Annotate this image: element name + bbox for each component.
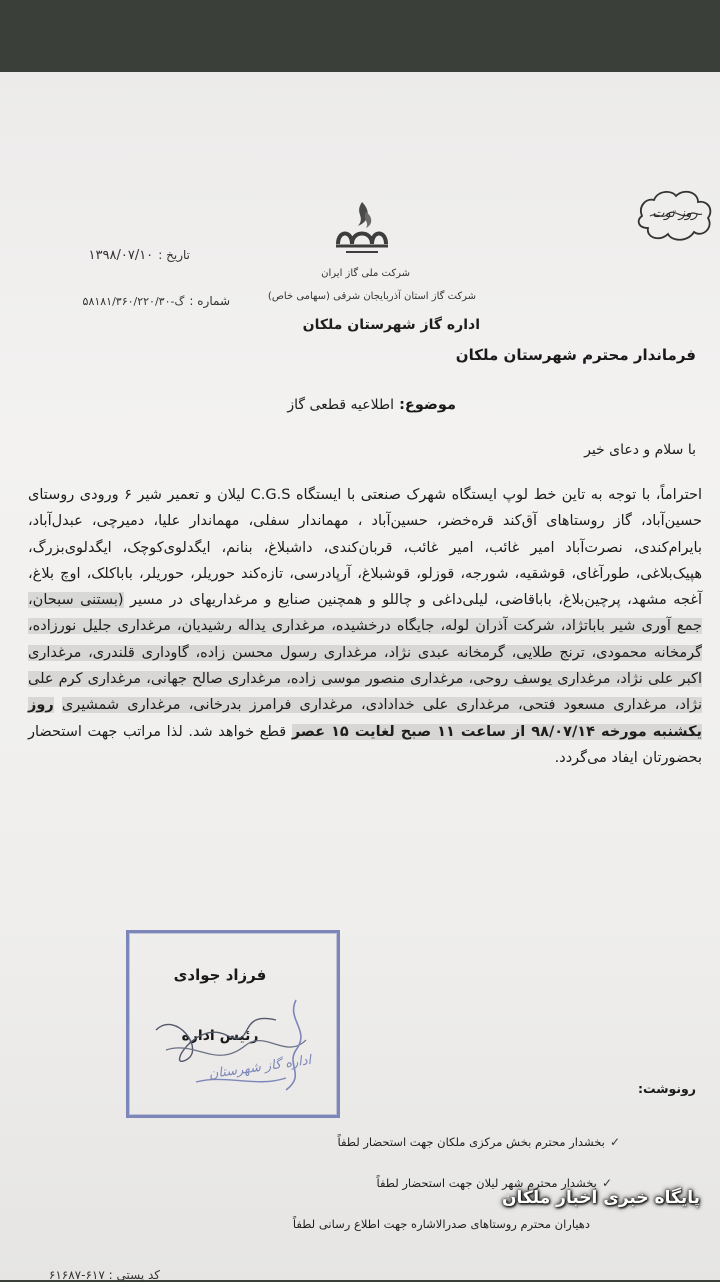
subject-label: موضوع: — [399, 397, 456, 413]
body-paragraph — [28, 482, 702, 771]
number-row — [8, 290, 230, 309]
body-highlighted-list: (بستنی سبحان، جمع آوری شیر باباتژاد، شرکت آذران لوله، جایگاه درخشیده، مرغداری یداله رشیدیان، مرغداری جلیل نورزاده، گرمخانه محمودی، ترنج طلایی، گرمخانه عبدی نژاد، مرغداری رسول محسن زاده، گاوداری قلندری، مرغداری اکبر علی نژاد، مرغداری یوسف روحی، مرغداری منصور موسی زاده، مرغداری صالح جهانی، مرغداری کرم علی نژاد، مرغداری مسعود فتحی، مرغداری علی خدادادی، مرغداری فرامرز بدرخانی، مرغداری شمشیری — [28, 592, 703, 714]
check-icon: ✓ — [609, 1135, 620, 1149]
number-value: گ-۵۸۱۸۱/۳۶۰/۲۲۰/۳۰ — [82, 295, 185, 308]
company-province: شرکت گاز استان آذربایجان شرقی (سهامی خاص) — [267, 291, 477, 302]
stamp-text: اداره گاز شهرستان — [207, 1052, 313, 1083]
date-row — [70, 244, 190, 263]
date-label: تاریخ : — [158, 248, 190, 262]
news-site-watermark: پایگاه خبری اخبار ملکان — [502, 1188, 700, 1208]
greeting: با سلام و دعای خیر — [584, 442, 696, 458]
number-label: شماره : — [189, 294, 230, 308]
cc-item — [240, 1131, 620, 1150]
nigc-logo — [328, 200, 396, 262]
cc-label: رونوشت: — [637, 1081, 696, 1096]
body-closing: قطع خواهد شد. لذا مراتب جهت استحضار بحضورتان ایفاد می‌گردد. — [28, 723, 702, 766]
subject-line — [200, 394, 456, 413]
handwritten-signature — [136, 990, 326, 1100]
subject-value: اطلاعیه قطعی گاز — [287, 397, 395, 413]
postal-label: کد پستی : — [108, 1268, 160, 1282]
check-icon: ✓ — [601, 1176, 612, 1190]
cc-item-text: بخشدار محترم بخش مرکزی ملکان جهت استحضار لطفاً — [337, 1135, 605, 1149]
office-name: اداره گاز شهرستان ملکان — [302, 317, 480, 333]
letter-body — [28, 482, 702, 771]
body-intro: احتراماً، با توجه به تاین خط لوپ ایستگاه شهرک صنعتی با ایستگاه C.G.S لیلان و تعمیر شیر ۶ ورودی روستای حسین‌آباد، گاز روستاهای آق‌کند قره‌خضر، حسین‌آباد ، مهماندار سفلی، مهماندار علیا، دمیرچی، عبدل‌آباد، بایرام‌کندی، نصرت‌آباد امیر غائب، امیر غائب، قربان‌کندی، داشبلاغ، بنانم، ایگدلوی‌کوچک، ایگدلوی‌بزرگ، هپیک‌بلاغی، طورآغای، قوشقیه، شورجه، قوزلو، قوشبلاغ، آرپادرسی، تازه‌کند حوریلر، حوریلر، باباکلک، اوچ بلاغ، آغجه مشهد، پرچین‌بلاغ، باباقاضی، لیلی‌داغی و چاللو و همچنین صنایع و مرغداریهای در مسیر — [28, 487, 702, 609]
company-name: شرکت ملی گاز ایران — [321, 268, 410, 279]
seal-text: روز توت — [652, 206, 698, 221]
cc-item-text: بخشدار محترم شهر لیلان جهت استحضار لطفاً — [376, 1176, 597, 1190]
cc-item-text: دهیاران محترم روستاهای صدرالاشاره جهت اطلاع رسانی لطفاً — [292, 1217, 590, 1231]
recipient: فرماندار محترم شهرستان ملکان — [455, 346, 696, 364]
signer-title: رئیس اداره — [181, 1028, 259, 1044]
signer-name: فرزاد جوادی — [173, 966, 267, 984]
postal-value: ۶۱۷-۶۱۶۸۷ — [48, 1268, 105, 1282]
body-schedule: روز یکشنبه مورخه ۹۸/۰۷/۱۴ از ساعت ۱۱ صبح لغایت ۱۵ عصر — [28, 697, 702, 740]
date-value: ۱۳۹۸/۰۷/۱۰ — [88, 248, 154, 263]
